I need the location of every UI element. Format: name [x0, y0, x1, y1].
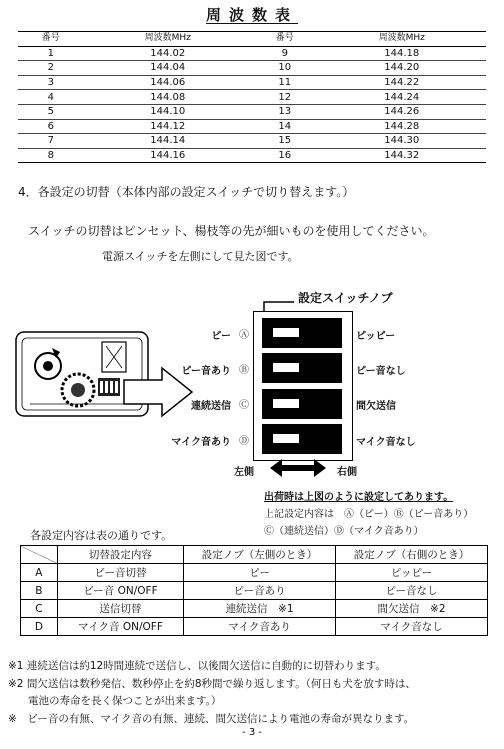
frequency-table-header: 番号 周波数MHz 番号 周波数MHz — [18, 32, 486, 47]
switch-a-right-label: ピッピー — [356, 331, 396, 342]
frequency-row — [18, 148, 486, 163]
frequency-row — [18, 61, 486, 76]
frequency-row — [18, 134, 486, 149]
table-cell: 送信切替 — [57, 600, 183, 618]
table-cell: 8 — [18, 148, 84, 163]
table-cell: 16 — [252, 148, 318, 163]
circle-c-icon: Ⓒ — [239, 400, 249, 411]
switch-knob-title: 設定スイッチノブ — [298, 291, 393, 305]
settings-row — [21, 618, 488, 636]
table-cell: 5 — [18, 104, 84, 119]
table-cell: B — [21, 582, 58, 600]
table-cell: 6 — [18, 119, 84, 134]
table-cell: 10 — [252, 61, 318, 76]
table-cell: 144.28 — [318, 119, 486, 134]
frequency-row — [18, 119, 486, 134]
table-cell: 144.20 — [318, 61, 486, 76]
table-cell: 間欠送信 ※2 — [336, 600, 488, 618]
section-heading: 4．各設定の切替（本体内部の設定スイッチで切り替えます。） — [18, 185, 355, 199]
switch-d-knob — [273, 434, 299, 443]
default-settings-line2: Ⓒ（連続送信）Ⓓ（マイク音あり） — [264, 526, 424, 537]
page-title: 周波数表 — [205, 6, 298, 24]
table-cell: 144.26 — [318, 104, 486, 119]
settings-table — [20, 545, 488, 636]
switch-b-left-label: ピー音あり — [181, 366, 231, 377]
switch-d-left-label: マイク音あり — [171, 437, 231, 448]
table-cell: 3 — [18, 75, 84, 90]
footnote-2: ※2 間欠送信は数秒発信、数秒停止を約8秒間で繰り返します。（何日も犬を放す時は、 — [8, 678, 416, 690]
switch-c-right-label: 間欠送信 — [356, 401, 396, 412]
table-cell: 14 — [252, 119, 318, 134]
table-cell: 144.24 — [318, 90, 486, 105]
switch-a-left-label: ピー — [211, 331, 231, 342]
table-cell: 144.16 — [84, 148, 252, 163]
settings-intro: 各設定内容は表の通りです。 — [30, 529, 173, 542]
frequency-row — [18, 46, 486, 61]
table-cell: ピー音なし — [336, 582, 488, 600]
page-number: - 3 - — [242, 727, 262, 738]
table-cell: ピッピー — [336, 564, 488, 582]
footnote-3: ※ ピー音の有無、マイク音の有無、連続、間欠送信により電池の寿命が異なります。 — [8, 713, 415, 725]
table-cell: 144.32 — [318, 148, 486, 163]
table-cell: D — [21, 618, 58, 636]
switch-b-right-label: ピー音なし — [356, 366, 406, 377]
table-cell: マイク音なし — [336, 618, 488, 636]
table-cell: ピー — [184, 564, 336, 582]
switch-c-knob — [273, 399, 299, 408]
switch-c-left-label: 連続送信 — [191, 401, 231, 412]
table-cell: A — [21, 564, 58, 582]
table-cell: 12 — [252, 90, 318, 105]
table-cell: 144.14 — [84, 134, 252, 149]
circle-b-icon: Ⓑ — [239, 365, 249, 376]
circle-d-icon: Ⓓ — [239, 436, 249, 447]
settings-table-header: 切替設定内容 設定ノブ（左側のとき） 設定ノブ（右側のとき） — [21, 546, 488, 564]
shipping-note: 出荷時は上図のように設定してあります。 — [264, 492, 454, 503]
footnote-1: ※1 連続送信は約12時間連続で送信し、以後間欠送信に自動的に切替わります。 — [8, 660, 386, 672]
switch-c[interactable] — [262, 389, 342, 419]
table-cell: 144.10 — [84, 104, 252, 119]
switch-d[interactable] — [262, 424, 342, 454]
double-arrow-icon — [268, 458, 328, 478]
table-cell: 連続送信 ※1 — [184, 600, 336, 618]
table-cell: C — [21, 600, 58, 618]
switch-a[interactable] — [262, 318, 342, 348]
table-cell: ピー音あり — [184, 582, 336, 600]
default-settings-line1: 上記設定内容は Ⓐ（ピー）Ⓑ（ピー音あり） — [264, 509, 474, 520]
table-cell: 1 — [18, 46, 84, 61]
switch-b[interactable] — [262, 353, 342, 383]
table-cell: 2 — [18, 61, 84, 76]
circle-a-icon: Ⓐ — [239, 330, 249, 341]
footnote-2-cont: 電池の寿命を長く保つことが出来ます。） — [28, 695, 222, 707]
table-cell: 4 — [18, 90, 84, 105]
table-cell: 144.08 — [84, 90, 252, 105]
table-cell: 144.22 — [318, 75, 486, 90]
right-side-label: 右側 — [337, 467, 357, 478]
settings-row — [21, 582, 488, 600]
table-cell: 144.18 — [318, 46, 486, 61]
table-cell: ピー音切替 — [57, 564, 183, 582]
table-cell: 7 — [18, 134, 84, 149]
table-cell: マイク音あり — [184, 618, 336, 636]
table-cell: 144.04 — [84, 61, 252, 76]
table-cell: 144.30 — [318, 134, 486, 149]
diagram-caption: 電源スイッチを左側にして見た図です。 — [102, 250, 299, 263]
frequency-table — [18, 31, 486, 163]
table-cell: ピー音 ON/OFF — [57, 582, 183, 600]
table-cell: 13 — [252, 104, 318, 119]
table-cell: 9 — [252, 46, 318, 61]
frequency-row — [18, 75, 486, 90]
table-cell: 144.06 — [84, 75, 252, 90]
settings-row — [21, 600, 488, 618]
frequency-row — [18, 90, 486, 105]
table-cell: 11 — [252, 75, 318, 90]
table-cell: 15 — [252, 134, 318, 149]
settings-row — [21, 564, 488, 582]
table-cell: 144.12 — [84, 119, 252, 134]
instruction-text: スイッチの切替はピンセット、楊枝等の先が細いものを使用してください。 — [28, 224, 435, 238]
switch-d-right-label: マイク音なし — [356, 437, 416, 448]
frequency-row — [18, 104, 486, 119]
table-cell: 144.02 — [84, 46, 252, 61]
left-side-label: 左側 — [234, 467, 254, 478]
switch-b-knob — [273, 363, 299, 372]
switch-a-knob — [273, 328, 299, 337]
table-cell: マイク音 ON/OFF — [57, 618, 183, 636]
